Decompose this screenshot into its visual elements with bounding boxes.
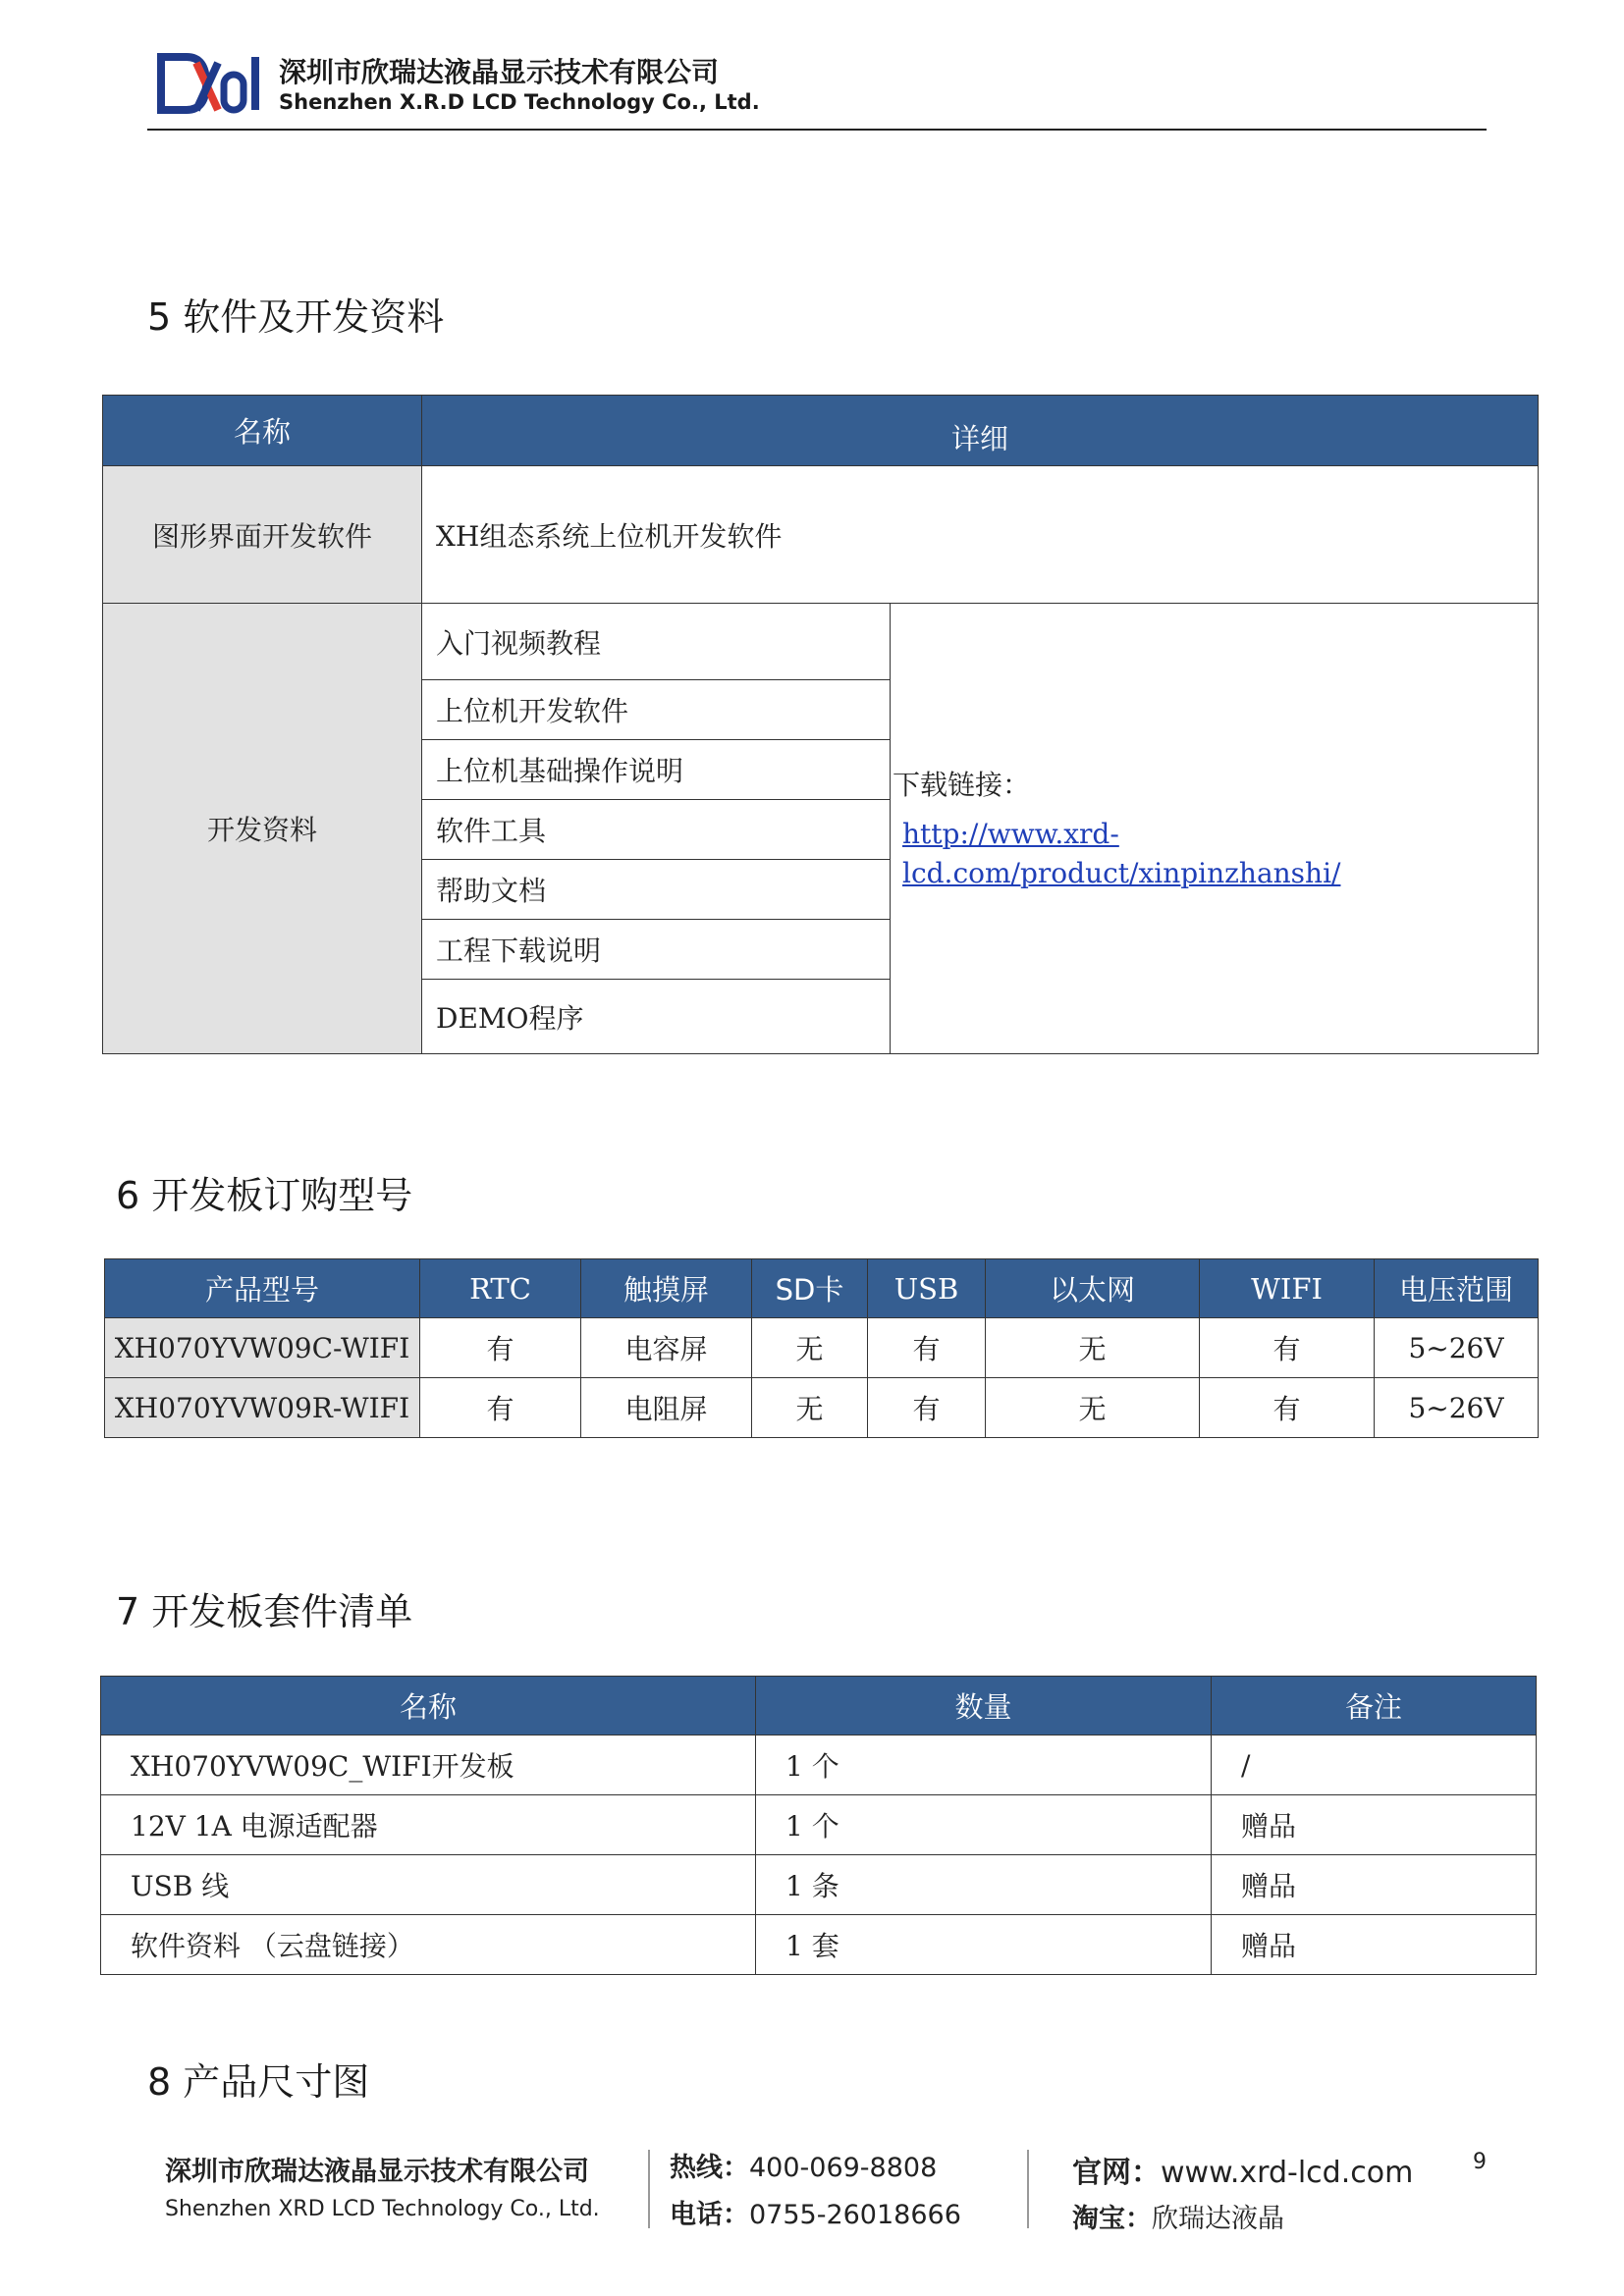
software-row-gui-detail: XH组态系统上位机开发软件: [422, 466, 1539, 604]
software-header-detail: 详细: [422, 396, 1539, 466]
order-header-wifi: WIFI: [1200, 1259, 1375, 1318]
order-wifi: 有: [1200, 1318, 1375, 1378]
download-link[interactable]: [902, 818, 1340, 889]
order-header-voltage: 电压范围: [1375, 1259, 1539, 1318]
kit-table: [100, 1676, 1537, 1975]
table-row: [105, 1378, 1539, 1438]
download-label: 下载链接：: [893, 769, 1031, 801]
order-header-ethernet: 以太网: [986, 1259, 1200, 1318]
table-row: [101, 1855, 1537, 1915]
order-voltage: 5~26V: [1375, 1378, 1539, 1438]
order-usb: 有: [868, 1318, 986, 1378]
footer-phone: [670, 2193, 961, 2231]
table-row: [101, 1735, 1537, 1795]
material-item: DEMO程序: [422, 980, 891, 1054]
footer-hotline-label: 热线：: [670, 2153, 749, 2183]
material-item: 上位机开发软件: [422, 680, 891, 740]
order-touch: 电容屏: [581, 1318, 752, 1378]
order-table: [104, 1258, 1539, 1438]
footer-website-label: 官网：: [1072, 2156, 1161, 2190]
footer-website-value: www.xrd-lcd.com: [1161, 2156, 1414, 2190]
download-cell: [891, 604, 1539, 1054]
order-rtc: 有: [420, 1318, 581, 1378]
order-usb: 有: [868, 1378, 986, 1438]
order-sd: 无: [752, 1378, 868, 1438]
order-ethernet: 无: [986, 1378, 1200, 1438]
kit-item-note: 赠品: [1212, 1855, 1537, 1915]
kit-header-note: 备注: [1212, 1677, 1537, 1735]
footer-divider-2: [1027, 2150, 1029, 2228]
order-header-usb: USB: [868, 1259, 986, 1318]
footer-company-name-cn: 深圳市欣瑞达液晶显示技术有限公司: [165, 2157, 589, 2187]
footer-company-name-en: Shenzhen XRD LCD Technology Co., Ltd.: [165, 2197, 600, 2221]
footer-phone-value: 0755-26018666: [749, 2200, 961, 2230]
header-company-name-cn: 深圳市欣瑞达液晶显示技术有限公司: [279, 56, 720, 88]
kit-item-qty: 1 个: [756, 1735, 1212, 1795]
order-rtc: 有: [420, 1378, 581, 1438]
footer-phone-label: 电话：: [670, 2200, 749, 2230]
header-company-name-en: Shenzhen X.R.D LCD Technology Co., Ltd.: [279, 90, 760, 114]
table-row: [101, 1915, 1537, 1975]
material-item: 软件工具: [422, 800, 891, 860]
kit-item-name: 软件资料 （云盘链接）: [101, 1915, 756, 1975]
software-header-name: 名称: [103, 396, 422, 466]
order-header-sd: SD卡: [752, 1259, 868, 1318]
company-logo: [157, 51, 273, 116]
order-sd: 无: [752, 1318, 868, 1378]
kit-item-note: 赠品: [1212, 1795, 1537, 1855]
kit-item-name: XH070YVW09C_WIFI开发板: [101, 1735, 756, 1795]
footer-taobao-label: 淘宝：: [1072, 2204, 1152, 2234]
order-touch: 电阻屏: [581, 1378, 752, 1438]
order-model: XH070YVW09C-WIFI: [105, 1318, 420, 1378]
kit-item-qty: 1 条: [756, 1855, 1212, 1915]
footer-taobao-value: 欣瑞达液晶: [1152, 2204, 1284, 2234]
kit-item-qty: 1 个: [756, 1795, 1212, 1855]
kit-item-name: USB 线: [101, 1855, 756, 1915]
order-header-touch: 触摸屏: [581, 1259, 752, 1318]
footer-hotline: [670, 2146, 937, 2184]
footer-hotline-value: 400-069-8808: [749, 2153, 938, 2183]
material-item: 入门视频教程: [422, 604, 891, 680]
order-header-rtc: RTC: [420, 1259, 581, 1318]
section-6-title: 6 开发板订购型号: [116, 1174, 413, 1217]
page-number: 9: [1473, 2150, 1487, 2174]
order-model: XH070YVW09R-WIFI: [105, 1378, 420, 1438]
order-header-model: 产品型号: [105, 1259, 420, 1318]
footer-divider-1: [648, 2150, 650, 2228]
kit-header-qty: 数量: [756, 1677, 1212, 1735]
kit-item-note: /: [1212, 1735, 1537, 1795]
software-table: [102, 395, 1539, 1054]
order-ethernet: 无: [986, 1318, 1200, 1378]
download-url-line2: lcd.com/product/xinpinzhanshi/: [902, 857, 1341, 889]
download-url-line1: http://www.xrd-: [902, 818, 1119, 850]
material-item: 帮助文档: [422, 860, 891, 920]
section-8-title: 8 产品尺寸图: [147, 2060, 370, 2104]
material-item: 上位机基础操作说明: [422, 740, 891, 800]
kit-item-note: 赠品: [1212, 1915, 1537, 1975]
kit-header-name: 名称: [101, 1677, 756, 1735]
section-7-title: 7 开发板套件清单: [116, 1590, 413, 1633]
software-row-dev-label: 开发资料: [103, 604, 422, 1054]
kit-item-qty: 1 套: [756, 1915, 1212, 1975]
order-wifi: 有: [1200, 1378, 1375, 1438]
footer-website: [1072, 2148, 1413, 2191]
table-row: [101, 1795, 1537, 1855]
material-item: 工程下载说明: [422, 920, 891, 980]
section-5-title: 5 软件及开发资料: [147, 295, 445, 339]
table-row: [105, 1318, 1539, 1378]
kit-item-name: 12V 1A 电源适配器: [101, 1795, 756, 1855]
order-voltage: 5~26V: [1375, 1318, 1539, 1378]
header-divider: [147, 129, 1487, 131]
software-row-gui-label: 图形界面开发软件: [103, 466, 422, 604]
footer-taobao: [1072, 2197, 1284, 2235]
